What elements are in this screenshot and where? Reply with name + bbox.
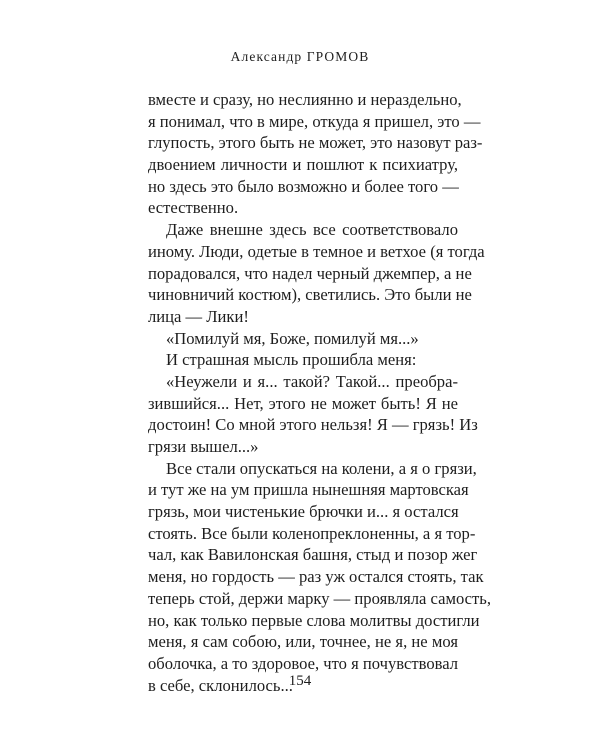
text-line: вместе и сразу, но неслиянно и нераздельно, (148, 90, 462, 109)
text-line: «Неужели и я... такой? Такой... преобра- (166, 371, 458, 391)
body-text (148, 89, 491, 696)
text-line: иному. Люди, одетые в темное и ветхое (я тогда (148, 241, 485, 261)
text-line: порадовался, что надел черный джемпер, а не (148, 263, 472, 283)
text-line: чал, как Вавилонская башня, стыд и позор жег (148, 545, 478, 565)
text-line: меня, но гордость — раз уж остался стоять, так (148, 567, 484, 587)
text-line: И страшная мысль прошибла меня: (166, 350, 417, 370)
text-line: но, как только первые слова молитвы достигли (148, 610, 480, 630)
text-line: в себе, склонилось... (148, 675, 293, 695)
text-line: грязи вышел...» (148, 437, 259, 456)
text-line: Все стали опускаться на колени, а я о грязи, (166, 458, 477, 478)
text-line: глупость, этого быть не может, это назовут раз- (148, 133, 483, 153)
text-line: оболочка, а то здоровое, что я почувствовал (148, 653, 459, 673)
text-line: Даже внешне здесь все соответствовало (166, 220, 458, 240)
text-line: стоять. Все были коленопреклоненны, а я тор- (148, 523, 476, 543)
text-line: достоин! Со мной этого нельзя! Я — грязь! Из (148, 415, 478, 435)
text-line: теперь стой, держи марку — проявляла самость, (148, 588, 491, 608)
text-line: и тут же на ум пришла нынешняя мартовская (148, 480, 469, 500)
text-line: я понимал, что в мире, откуда я пришел, это — (148, 111, 481, 131)
text-line: естественно. (148, 198, 239, 218)
text-line: но здесь это было возможно и более того — (148, 176, 459, 196)
text-line: «Помилуй мя, Боже, помилуй мя...» (166, 328, 419, 348)
text-line: двоением личности и пошлют к психиатру, (148, 155, 458, 175)
running-header: Александр ГРОМОВ (230, 49, 370, 64)
text-line: зившийся... Нет, этого не может быть! Я не (148, 393, 458, 413)
text-line: чиновничий костюм), светились. Это были не (148, 285, 472, 305)
text-line: лица — Лики! (148, 306, 249, 326)
text-line: грязь, мои чистенькие брючки и... я остался (148, 502, 459, 522)
text-line: меня, я сам собою, или, точнее, не я, не моя (148, 632, 458, 652)
page-number: 154 (288, 673, 312, 689)
